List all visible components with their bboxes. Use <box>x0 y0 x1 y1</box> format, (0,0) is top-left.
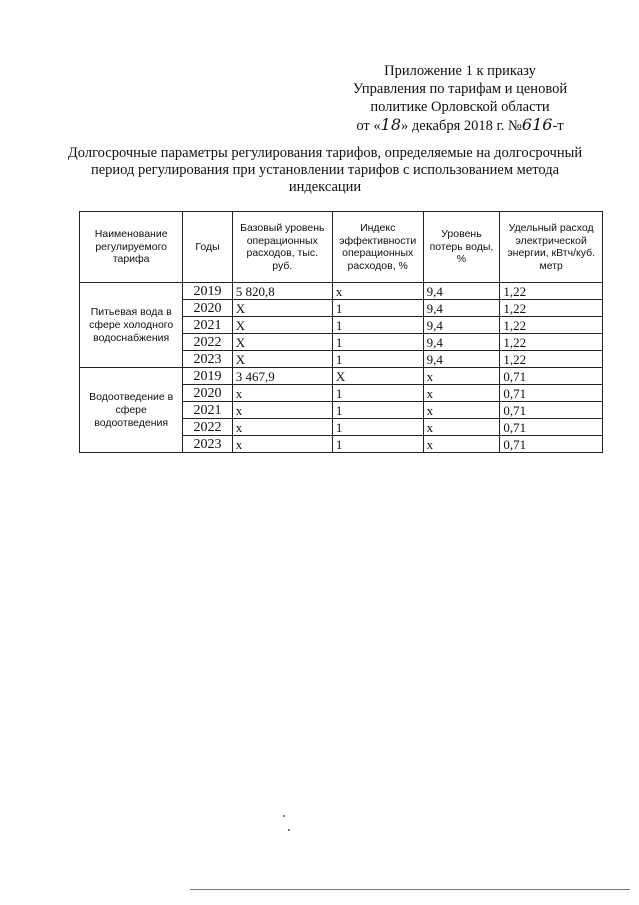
year-cell: 2023 <box>183 436 232 453</box>
appendix-line-1: Приложение 1 к приказу <box>384 63 536 79</box>
water-loss-cell: x <box>423 436 500 453</box>
energy-cell: 0,71 <box>500 385 603 402</box>
efficiency-index-cell: 1 <box>332 351 423 368</box>
year-cell: 2020 <box>183 385 232 402</box>
year-cell: 2022 <box>183 419 232 436</box>
base-expenses-cell: X <box>232 317 332 334</box>
energy-cell: 1,22 <box>500 317 603 334</box>
year-cell: 2021 <box>183 317 232 334</box>
parameters-table <box>79 211 603 453</box>
water-loss-cell: x <box>423 402 500 419</box>
water-loss-cell: 9,4 <box>423 283 500 300</box>
scan-speck <box>288 829 290 831</box>
scan-speck <box>283 815 285 817</box>
water-loss-cell: x <box>423 419 500 436</box>
date-middle: » декабря 2018 г. № <box>401 118 522 134</box>
header-base-expenses: Базовый уровень операционных расходов, тыс. руб. <box>232 212 332 283</box>
header-water-loss: Уровень потерь воды, % <box>423 212 500 283</box>
energy-cell: 0,71 <box>500 402 603 419</box>
base-expenses-cell: x <box>232 436 332 453</box>
base-expenses-cell: x <box>232 402 332 419</box>
year-cell: 2023 <box>183 351 232 368</box>
energy-cell: 0,71 <box>500 419 603 436</box>
efficiency-index-cell: X <box>332 368 423 385</box>
scan-edge-line <box>190 889 630 890</box>
table-header-row <box>80 212 603 283</box>
energy-cell: 1,22 <box>500 334 603 351</box>
order-date-line <box>330 116 590 135</box>
service-name-cell: Питьевая вода в сфере холодного водоснабжения <box>80 283 183 368</box>
base-expenses-cell: X <box>232 300 332 317</box>
water-loss-cell: x <box>423 385 500 402</box>
base-expenses-cell: x <box>232 419 332 436</box>
efficiency-index-cell: 1 <box>332 334 423 351</box>
handwritten-order-number: 616 <box>521 115 553 134</box>
year-cell: 2019 <box>183 368 232 385</box>
energy-cell: 0,71 <box>500 436 603 453</box>
base-expenses-cell: x <box>232 385 332 402</box>
water-loss-cell: 9,4 <box>423 317 500 334</box>
table-row <box>80 283 603 300</box>
header-efficiency-index: Индекс эффективности операционных расходов, % <box>332 212 423 283</box>
energy-cell: 1,22 <box>500 300 603 317</box>
header-tariff-name: Наименование регулируемого тарифа <box>80 212 183 283</box>
efficiency-index-cell: 1 <box>332 385 423 402</box>
header-energy-consumption: Удельный расход электрической энергии, кВтч/куб. метр <box>500 212 603 283</box>
base-expenses-cell: X <box>232 351 332 368</box>
appendix-line-2: Управления по тарифам и ценовой <box>352 81 568 97</box>
efficiency-index-cell: 1 <box>332 436 423 453</box>
table-row <box>80 368 603 385</box>
appendix-header <box>330 62 590 135</box>
order-suffix: -т <box>552 118 564 134</box>
water-loss-cell: x <box>423 368 500 385</box>
water-loss-cell: 9,4 <box>423 300 500 317</box>
appendix-line-3: политике Орловской области <box>370 99 550 115</box>
water-loss-cell: 9,4 <box>423 334 500 351</box>
efficiency-index-cell: 1 <box>332 300 423 317</box>
base-expenses-cell: 5 820,8 <box>232 283 332 300</box>
energy-cell: 1,22 <box>500 351 603 368</box>
year-cell: 2021 <box>183 402 232 419</box>
efficiency-index-cell: 1 <box>332 402 423 419</box>
efficiency-index-cell: 1 <box>332 317 423 334</box>
energy-cell: 1,22 <box>500 283 603 300</box>
year-cell: 2022 <box>183 334 232 351</box>
efficiency-index-cell: x <box>332 283 423 300</box>
year-cell: 2020 <box>183 300 232 317</box>
base-expenses-cell: 3 467,9 <box>232 368 332 385</box>
water-loss-cell: 9,4 <box>423 351 500 368</box>
document-title: Долгосрочные параметры регулирования тарифов, определяемые на долгосрочный период регулирования при установлении тарифов с использованием метода индексации <box>67 145 583 195</box>
date-prefix: от « <box>356 118 381 134</box>
efficiency-index-cell: 1 <box>332 419 423 436</box>
energy-cell: 0,71 <box>500 368 603 385</box>
service-name-cell: Водоотведение в сфере водоотведения <box>80 368 183 453</box>
handwritten-day: 18 <box>380 115 401 134</box>
header-years: Годы <box>183 212 232 283</box>
base-expenses-cell: X <box>232 334 332 351</box>
year-cell: 2019 <box>183 283 232 300</box>
